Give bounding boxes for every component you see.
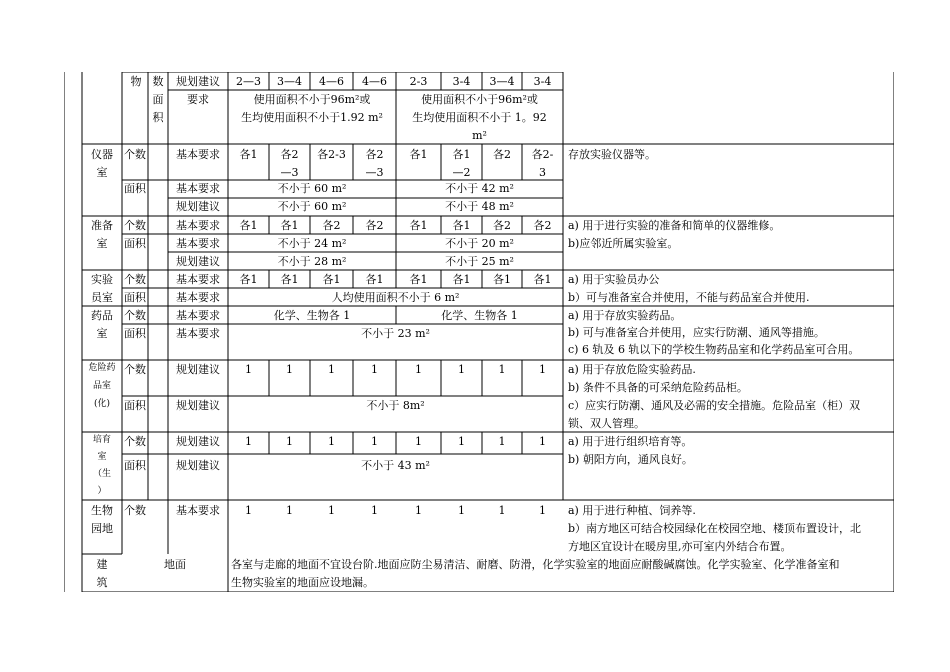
- note-text: a) 用于存放实验药品。: [568, 309, 682, 322]
- room-name: 室: [96, 327, 108, 340]
- count-value: 化学、生物各 1: [441, 309, 518, 322]
- count-value: 1: [328, 363, 335, 376]
- cell-text: 物: [130, 75, 142, 88]
- cell-text: 个数: [124, 435, 146, 448]
- count-value: 各1: [452, 273, 471, 286]
- room-name: 筑: [96, 576, 108, 589]
- area-value: 不小于 25 m²: [445, 255, 514, 268]
- room-name: 危险药: [88, 363, 116, 373]
- note-text: 生物实验室的地面应设地漏。: [231, 576, 374, 589]
- count-value: —2: [452, 166, 471, 179]
- cell-text: 数: [152, 75, 164, 88]
- count-value: 1: [415, 504, 422, 517]
- cell-text: 基本要求: [176, 273, 220, 286]
- room-name: 准备: [91, 219, 113, 232]
- cell-text: 基本要求: [176, 504, 220, 517]
- area-value: 不小于 24 m²: [277, 237, 347, 250]
- room-name: 员室: [91, 291, 113, 304]
- cell-text: 个数: [124, 363, 146, 376]
- room-name: (化): [93, 399, 111, 409]
- count-value: 1: [498, 435, 506, 448]
- count-value: 2—3: [236, 75, 261, 88]
- count-value: 4—6: [319, 75, 344, 88]
- room-name: 实验: [91, 273, 113, 286]
- cell-text: 规划建议: [176, 200, 220, 213]
- room-name: 室: [97, 452, 107, 462]
- count-value: 1: [286, 504, 293, 517]
- count-value: 各2: [493, 148, 511, 161]
- count-value: 2-3: [409, 75, 428, 88]
- cell-text: 基本要求: [176, 309, 220, 322]
- count-value: 各1: [409, 148, 428, 161]
- count-value: 1: [539, 363, 546, 376]
- area-value: 生均使用面积不小于1.92 m²: [241, 111, 383, 124]
- cell-text: 面: [152, 93, 164, 106]
- count-value: 各2-: [531, 148, 554, 161]
- cell-text: 基本要求: [176, 219, 220, 232]
- count-value: 1: [328, 504, 335, 517]
- cell-text: 要求: [187, 93, 209, 106]
- note-text: b) 朝阳方向，通风良好。: [568, 453, 693, 466]
- count-value: 4—6: [362, 75, 387, 88]
- note-text: a) 用于进行组织培育等。: [568, 435, 693, 448]
- cell-text: 规划建议: [176, 363, 220, 376]
- count-value: 1: [286, 363, 293, 376]
- requirements-table: [64, 72, 894, 592]
- note-text: c) 6 轨及 6 轨以下的学校生物药品室和化学药品室可合用。: [568, 343, 860, 356]
- count-value: 1: [371, 435, 378, 448]
- count-value: 各1: [409, 219, 428, 232]
- cell-text: 基本要求: [176, 182, 220, 195]
- cell-text: 基本要求: [176, 327, 220, 340]
- note-text: 各室与走廊的地面不宜设台阶.地面应防尘易清洁、耐磨、防滑，化学实验室的地面应耐酸碱腐蚀。化学实验室、化学准备室和: [231, 558, 840, 571]
- count-value: 1: [245, 363, 252, 376]
- cell-text: 个数: [124, 273, 146, 286]
- cell-text: 地面: [164, 558, 186, 571]
- note-text: 方地区宜设计在暖房里,亦可室内外结合布置。: [568, 540, 792, 553]
- count-value: 1: [245, 435, 252, 448]
- area-value: 不小于 20 m²: [445, 237, 514, 250]
- count-value: 各1: [533, 273, 552, 286]
- cell-text: 积: [152, 111, 164, 124]
- cell-text: 面积: [124, 291, 146, 304]
- count-value: 各1: [280, 219, 299, 232]
- area-value: 不小于 42 m²: [445, 182, 514, 195]
- room-name: 培育: [92, 435, 111, 445]
- room-name: 仪器: [91, 148, 113, 161]
- cell-text: 规划建议: [176, 75, 220, 88]
- area-value: 使用面积不小于96m²或: [421, 93, 538, 106]
- count-value: 各1: [493, 273, 511, 286]
- count-value: 各1: [452, 148, 471, 161]
- count-value: 1: [539, 504, 546, 517]
- count-value: 3—4: [489, 75, 515, 88]
- cell-text: 基本要求: [176, 237, 220, 250]
- count-value: 3: [539, 166, 546, 179]
- cell-text: 规划建议: [176, 399, 220, 412]
- area-value: 不小于 23 m²: [361, 327, 430, 340]
- note-text: 存放实验仪器等。: [568, 148, 656, 161]
- count-value: 3-4: [533, 75, 552, 88]
- cell-text: 基本要求: [176, 148, 220, 161]
- note-text: a) 用于进行实验的准备和简单的仪器维修。: [568, 219, 781, 232]
- note-text: a) 用于进行种植、饲养等.: [568, 504, 696, 517]
- count-value: 1: [498, 504, 506, 517]
- count-value: 各1: [322, 273, 341, 286]
- note-text: a) 用于存放危险实验药品.: [568, 363, 696, 376]
- count-value: 各2: [322, 219, 341, 232]
- room-name: （生: [92, 469, 111, 479]
- count-value: 1: [371, 363, 378, 376]
- count-value: —3: [365, 166, 384, 179]
- area-value: 生均使用面积不小于 1。92: [412, 111, 547, 124]
- area-value: 不小于 28 m²: [277, 255, 347, 268]
- count-value: 1: [458, 504, 465, 517]
- cell-text: 面积: [124, 182, 146, 195]
- cell-text: 基本要求: [176, 291, 220, 304]
- note-text: a) 用于实验员办公: [568, 273, 660, 286]
- count-value: 各2-3: [317, 148, 346, 161]
- cell-text: 规划建议: [176, 435, 220, 448]
- count-value: 1: [458, 363, 465, 376]
- area-value: 使用面积不小于96m²或: [253, 93, 371, 106]
- count-value: 各2: [365, 219, 384, 232]
- cell-text: 面积: [124, 237, 146, 250]
- room-name: ）: [97, 486, 107, 496]
- count-value: 3-4: [452, 75, 471, 88]
- room-name: 建: [96, 558, 108, 571]
- room-name: 药品: [91, 309, 113, 322]
- area-value: 不小于 48 m²: [445, 200, 514, 213]
- count-value: 1: [245, 504, 252, 517]
- cell-text: 面积: [124, 459, 146, 472]
- count-value: 各1: [239, 273, 258, 286]
- area-value: 不小于 60 m²: [277, 182, 347, 195]
- count-value: 各1: [409, 273, 428, 286]
- count-value: 各1: [452, 219, 471, 232]
- area-value: 不小于 60 m²: [277, 200, 347, 213]
- cell-text: 面积: [124, 327, 146, 340]
- count-value: 各1: [239, 219, 258, 232]
- count-value: 各1: [280, 273, 299, 286]
- count-value: 各2: [280, 148, 299, 161]
- area-value: 不小于 8m²: [366, 399, 425, 412]
- room-name: 室: [96, 237, 108, 250]
- note-text: b) 条件不具备的可采纳危险药品柜。: [568, 381, 748, 394]
- count-value: 各2: [365, 148, 384, 161]
- count-value: —3: [280, 166, 299, 179]
- count-value: 化学、生物各 1: [273, 309, 351, 322]
- count-value: 各2: [533, 219, 552, 232]
- count-value: 各1: [365, 273, 384, 286]
- cell-text: 面积: [124, 399, 146, 412]
- count-value: 1: [371, 504, 378, 517]
- count-value: 1: [498, 363, 506, 376]
- note-text: c）应实行防潮、通风及必需的安全措施。危险品室（柜）双: [568, 399, 861, 412]
- cell-text: 规划建议: [176, 459, 220, 472]
- count-value: 1: [458, 435, 465, 448]
- area-value: m²: [472, 129, 487, 142]
- count-value: 1: [328, 435, 335, 448]
- count-value: 1: [539, 435, 546, 448]
- cell-text: 个数: [124, 148, 146, 161]
- room-name: 品室: [92, 381, 111, 391]
- area-value: 不小于 43 m²: [361, 459, 430, 472]
- note-text: b）南方地区可结合校园绿化在校园空地、楼顶布置设计，北: [568, 522, 862, 535]
- count-value: 各1: [239, 148, 258, 161]
- count-value: 1: [415, 363, 422, 376]
- room-name: 室: [96, 166, 108, 179]
- room-name: 生物: [91, 504, 113, 517]
- count-value: 3—4: [277, 75, 302, 88]
- cell-text: 个数: [124, 219, 146, 232]
- note-text: 锁、双人管理。: [568, 417, 645, 430]
- room-name: 园地: [91, 522, 113, 535]
- count-value: 1: [415, 435, 422, 448]
- cell-text: 个数: [124, 504, 146, 517]
- cell-text: 个数: [124, 309, 146, 322]
- count-value: 1: [286, 435, 293, 448]
- area-value: 人均使用面积不小于 6 m²: [331, 291, 460, 304]
- note-text: b）可与准备室合并使用，不能与药品室合并使用.: [568, 291, 810, 304]
- note-text: b) 可与准备室合并使用，应实行防潮、通风等措施。: [568, 326, 825, 339]
- count-value: 各2: [493, 219, 511, 232]
- note-text: b)应邻近所属实验室。: [568, 237, 679, 250]
- cell-text: 规划建议: [176, 255, 220, 268]
